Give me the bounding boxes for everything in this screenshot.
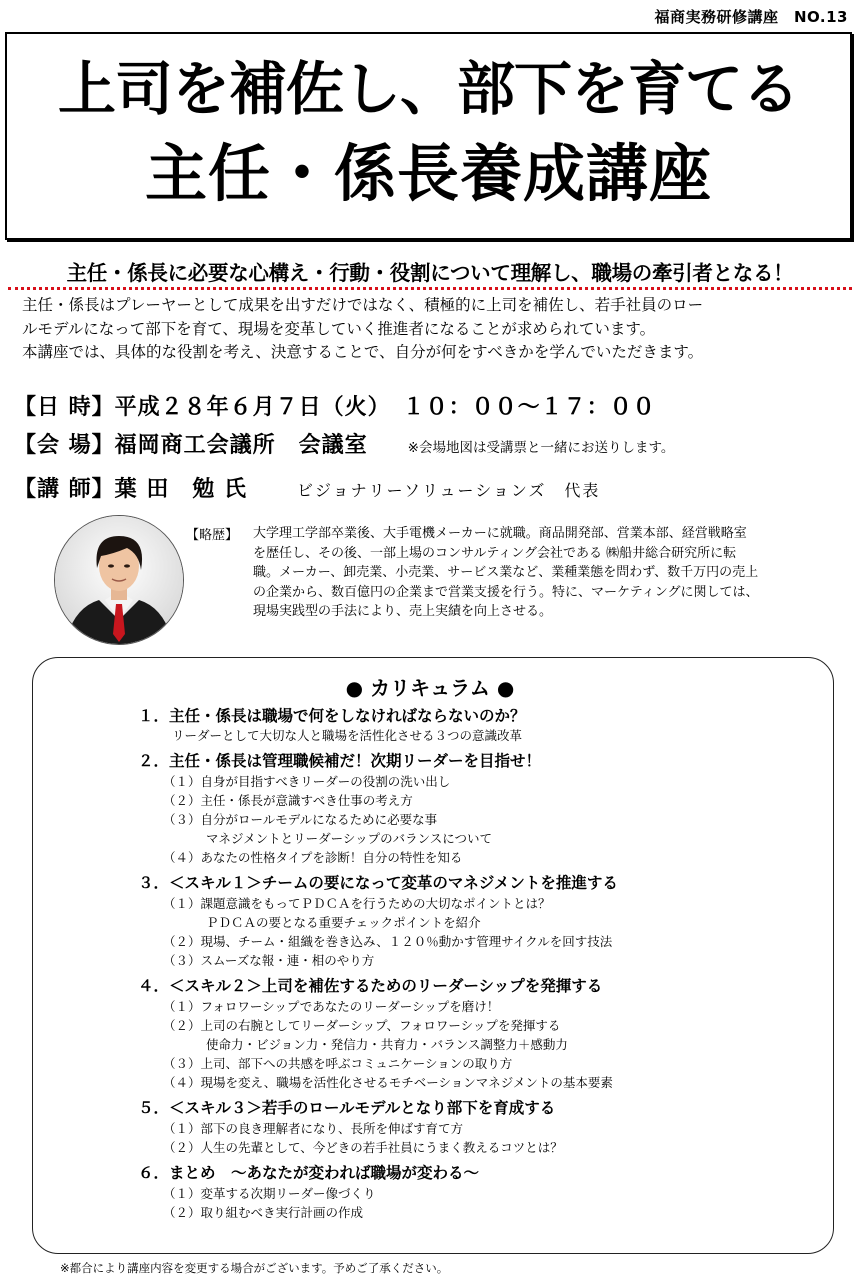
lecturer-line xyxy=(14,472,600,503)
venue-note: ※会場地図は受講票と一緒にお送りします。 xyxy=(407,440,675,456)
curriculum-title: ● カリキュラム ● xyxy=(345,676,515,700)
lecturer-photo xyxy=(54,515,184,645)
footnote: ※都合により講座内容を変更する場合がございます。予めご了承ください。 xyxy=(60,1261,449,1275)
section-item-continuation: ＰＤＣＡの要となる重要チェックポイントを紹介 xyxy=(206,915,481,930)
section-item: （２）人生の先輩として、今どきの若手社員にうまく教えるコツとは？ xyxy=(163,1140,563,1155)
page-title-line1: 上司を補佐し、部下を育てる xyxy=(57,55,799,123)
section-item: （４）あなたの性格タイプを診断！自分の特性を知る xyxy=(163,850,463,865)
lecturer-portrait-icon xyxy=(55,516,183,644)
venue: 【会 場】福岡商工会議所 会議室 xyxy=(14,433,368,458)
bio-line: 大学理工学部卒業後、大手電機メーカーに就職。商品開発部、営業本部、経営戦略室 xyxy=(253,526,747,541)
curriculum-list xyxy=(138,705,828,1222)
section-item-continuation: マネジメントとリーダーシップのバランスについて xyxy=(206,831,493,846)
section-item: （１）自身が目指すべきリーダーの役割の洗い出し xyxy=(163,774,451,789)
section-item: （１）部下の良き理解者になり、長所を伸ばす育て方 xyxy=(163,1121,464,1136)
section-item: （２）主任・係長が意識すべき仕事の考え方 xyxy=(163,793,413,808)
section-item: （３）スムーズな報・連・相のやり方 xyxy=(163,953,375,968)
series-number: 福商実務研修講座 NO.13 xyxy=(654,8,848,26)
page-title-line2: 主任・係長養成講座 xyxy=(144,137,712,210)
section-description: リーダーとして大切な人と職場を活性化させる３つの意識改革 xyxy=(172,728,523,743)
section-title: ４．＜スキル２＞上司を補佐するためのリーダーシップを発揮する xyxy=(138,977,603,995)
section-item: （３）上司、部下への共感を呼ぶコミュニケーションの取り方 xyxy=(163,1056,513,1071)
intro-line: 本講座では、具体的な役割を考え、決意することで、自分が何をすべきかを学んでいただきます。 xyxy=(22,343,704,361)
section-item: （３）自分がロールモデルになるために必要な事 xyxy=(163,812,438,827)
bio-line: を歴任し、その後、一部上場のコンサルティング会社である ㈱船井総合研究所に転 xyxy=(253,545,737,561)
title-box xyxy=(5,32,852,240)
section-item: （２）取り組むべき実行計画の作成 xyxy=(163,1205,364,1220)
intro-line: ルモデルになって部下を育て、現場を変革していく推進者になることが求められています。 xyxy=(22,319,656,338)
bio-line: 現場実践型の手法により、売上実績を向上させる。 xyxy=(253,604,553,619)
dotted-divider xyxy=(8,287,852,290)
venue-line xyxy=(14,428,674,459)
bio-line: の企業から、数百億円の企業まで営業支援を行う。特に、マーケティングに関しては、 xyxy=(253,584,759,600)
section-item: （４）現場を変え、職場を活性化させるモチベーションマネジメントの基本要素 xyxy=(163,1075,613,1090)
section-item: （２）上司の右腕としてリーダーシップ、フォロワーシップを発揮する xyxy=(163,1018,561,1033)
section-item-continuation: 使命力・ビジョン力・発信力・共育力・バランス調整力＋感動力 xyxy=(206,1037,568,1052)
date-line: 【日 時】平成２８年６月７日（火） １０：００～１７：００ xyxy=(14,395,656,420)
section-title: ６．まとめ ～あなたが変われば職場が変わる～ xyxy=(138,1164,480,1182)
section-item: （２）現場、チーム・組織を巻き込み、１２０％動かす管理サイクルを回す技法 xyxy=(163,934,613,949)
section-item: （１）変革する次期リーダー像づくり xyxy=(163,1186,376,1201)
lecturer-name: 【講 師】葉 田 勉 氏 xyxy=(14,477,247,502)
section-item: （１）フォロワーシップであなたのリーダーシップを磨け！ xyxy=(163,999,500,1014)
subtitle: 主任・係長に必要な心構え・行動・役割について理解し、職場の牽引者となる！ xyxy=(66,261,794,285)
bio-line: 職。メーカー、卸売業、小売業、サービス業など、業種業態を問わず、数千万円の売上 xyxy=(253,565,759,580)
section-title: ２．主任・係長は管理職候補だ！次期リーダーを目指せ！ xyxy=(138,752,542,770)
intro-text xyxy=(22,294,852,365)
section-title: １．主任・係長は職場で何をしなければならないのか？ xyxy=(138,707,526,725)
intro-line: 主任・係長はプレーヤーとして成果を出すだけではなく、積極的に上司を補佐し、若手社員のロー xyxy=(22,296,704,314)
section-title: ３．＜スキル１＞チームの要になって変革のマネジメントを推進する xyxy=(138,874,618,892)
bio-text xyxy=(253,524,843,622)
lecturer-title: ビジョナリーソリューションズ 代表 xyxy=(296,481,601,500)
section-item: （１）課題意識をもってＰＤＣＡを行うための大切なポイントとは？ xyxy=(163,896,551,911)
section-title: ５．＜スキル３＞若手のロールモデルとなり部下を育成する xyxy=(138,1099,556,1117)
bio-label: 【略歴】 xyxy=(186,528,239,543)
